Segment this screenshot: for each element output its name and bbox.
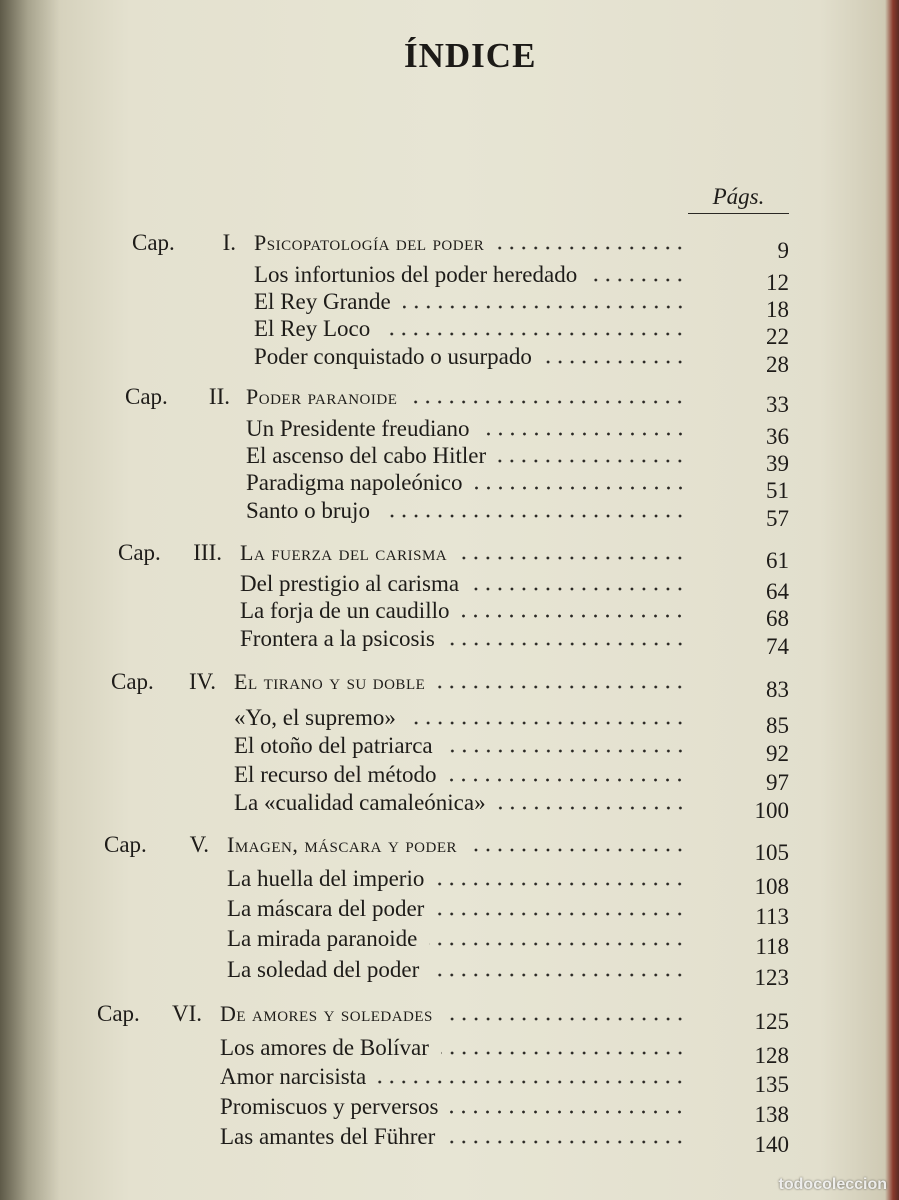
- chapter-heading-title: El tirano y su doble: [234, 669, 426, 694]
- chapter-heading-entry: [246, 384, 686, 414]
- dot-leader: [447, 642, 686, 646]
- dot-leader: [408, 721, 686, 725]
- dot-leader: [431, 973, 686, 977]
- chapter-numeral: IV.: [188, 669, 216, 694]
- chapter-label: Cap.: [118, 540, 161, 565]
- section-page-number: 22: [766, 324, 789, 349]
- chapter-heading-title: La fuerza del carisma: [240, 540, 448, 565]
- section-title: El otoño del patriarca: [234, 733, 433, 758]
- section-page-number: 123: [754, 965, 789, 990]
- section-entry: [246, 498, 686, 528]
- section-page-number: 18: [766, 297, 789, 322]
- section-title: Paradigma napoleónico: [246, 470, 463, 495]
- chapter-heading-title: Psicopatología del poder: [254, 230, 485, 255]
- section-entry: [234, 762, 686, 792]
- section-title: Frontera a la psicosis: [240, 626, 435, 651]
- dot-leader: [450, 1110, 686, 1114]
- dot-leader: [445, 1017, 686, 1021]
- section-entry: [246, 470, 686, 500]
- section-entry: [254, 289, 686, 319]
- chapter-numeral: VI.: [171, 1001, 202, 1026]
- chapter-numeral: III.: [193, 540, 222, 565]
- section-title: La «cualidad camaleónica»: [234, 790, 486, 815]
- dot-leader: [382, 332, 686, 336]
- dot-leader: [436, 912, 686, 916]
- section-page-number: 108: [754, 874, 789, 899]
- section-title: Del prestigio al carisma: [240, 571, 460, 596]
- section-title: Los infortunios del poder heredado: [254, 262, 578, 287]
- dot-leader: [471, 587, 686, 591]
- section-page-number: 74: [766, 634, 789, 659]
- section-page-number: 51: [766, 478, 789, 503]
- section-page-number: 39: [766, 451, 789, 476]
- chapter-numeral: V.: [189, 832, 209, 857]
- chapter-label: Cap.: [104, 832, 147, 857]
- dot-leader: [409, 400, 686, 404]
- section-title: La forja de un caudillo: [240, 598, 450, 623]
- section-entry: [240, 598, 686, 628]
- chapter-numeral: I.: [222, 230, 236, 255]
- section-entry: [220, 1094, 686, 1124]
- section-page-number: 28: [766, 352, 789, 377]
- section-entry: [254, 262, 686, 292]
- chapter-heading-page-number: 9: [777, 238, 789, 263]
- section-entry: [234, 790, 686, 820]
- dot-leader: [437, 685, 686, 689]
- section-entry: [220, 1035, 686, 1065]
- section-title: La soledad del poder: [227, 957, 420, 982]
- chapter-heading-entry: [254, 230, 686, 260]
- dot-leader: [403, 305, 686, 309]
- dot-leader: [475, 486, 686, 490]
- section-title: El recurso del método: [234, 762, 437, 787]
- dot-leader: [498, 459, 686, 463]
- dot-leader: [461, 614, 686, 618]
- section-page-number: 135: [754, 1072, 789, 1097]
- chapter-heading-entry: [220, 1001, 686, 1031]
- chapter-label: Cap.: [125, 384, 168, 409]
- section-entry: [234, 733, 686, 763]
- section-title: Las amantes del Führer: [220, 1124, 436, 1149]
- section-entry: [234, 705, 686, 735]
- dot-leader: [482, 432, 686, 436]
- section-title: Poder conquistado o usurpado: [254, 344, 532, 369]
- dot-leader: [436, 882, 686, 886]
- section-page-number: 57: [766, 506, 789, 531]
- section-title: El Rey Loco: [254, 316, 371, 341]
- dot-leader: [459, 556, 686, 560]
- section-page-number: 12: [766, 270, 789, 295]
- section-entry: [227, 926, 686, 956]
- chapter-heading-page-number: 33: [766, 392, 789, 417]
- chapter-label: Cap.: [97, 1001, 140, 1026]
- section-title: Los amores de Bolívar: [220, 1035, 429, 1060]
- chapter-label: Cap.: [132, 230, 175, 255]
- chapter-heading-title: De amores y soledades: [220, 1001, 433, 1026]
- dot-leader: [447, 1140, 686, 1144]
- section-title: Promiscuos y perversos: [220, 1094, 439, 1119]
- section-page-number: 92: [766, 741, 789, 766]
- chapter-heading-title: Poder paranoide: [246, 384, 398, 409]
- dot-leader: [496, 246, 686, 250]
- section-page-number: 64: [766, 579, 789, 604]
- section-page-number: 97: [766, 770, 789, 795]
- section-page-number: 118: [755, 934, 789, 959]
- section-page-number: 113: [755, 904, 789, 929]
- chapter-heading-title: Imagen, máscara y poder: [227, 832, 458, 857]
- dot-leader: [429, 942, 686, 946]
- section-page-number: 138: [754, 1102, 789, 1127]
- dot-leader: [498, 806, 686, 810]
- section-entry: [220, 1064, 686, 1094]
- dot-leader: [448, 778, 686, 782]
- section-title: El Rey Grande: [254, 289, 391, 314]
- chapter-heading-page-number: 105: [754, 840, 789, 865]
- dot-leader: [441, 1051, 686, 1055]
- section-entry: [246, 416, 686, 446]
- dot-leader: [469, 848, 686, 852]
- section-title: «Yo, el supremo»: [234, 705, 396, 730]
- section-page-number: 128: [754, 1043, 789, 1068]
- section-entry: [240, 626, 686, 656]
- section-page-number: 85: [766, 713, 789, 738]
- chapter-numeral: II.: [208, 384, 230, 409]
- section-entry: [227, 957, 686, 987]
- section-title: La mirada paranoide: [227, 926, 418, 951]
- section-entry: [220, 1124, 686, 1154]
- section-entry: [227, 896, 686, 926]
- section-title: Santo o brujo: [246, 498, 370, 523]
- chapter-heading-page-number: 61: [766, 548, 789, 573]
- watermark: todocoleccion: [778, 1176, 887, 1193]
- chapter-heading-entry: [240, 540, 686, 570]
- chapter-heading-entry: [227, 832, 686, 862]
- dot-leader: [382, 514, 686, 518]
- section-entry: [227, 866, 686, 896]
- section-entry: [240, 571, 686, 601]
- chapter-heading-page-number: 125: [754, 1009, 789, 1034]
- page-title: ÍNDICE: [404, 36, 537, 75]
- chapter-heading-page-number: 83: [766, 677, 789, 702]
- section-page-number: 36: [766, 424, 789, 449]
- dot-leader: [378, 1080, 686, 1084]
- dot-leader: [544, 360, 686, 364]
- pages-column-header: Págs.: [688, 184, 789, 214]
- section-title: La máscara del poder: [227, 896, 425, 921]
- section-page-number: 140: [754, 1132, 789, 1157]
- section-title: El ascenso del cabo Hitler: [246, 443, 487, 468]
- dot-leader: [589, 278, 686, 282]
- section-entry: [246, 443, 686, 473]
- dot-leader: [445, 749, 686, 753]
- section-entry: [254, 316, 686, 346]
- section-page-number: 100: [754, 798, 789, 823]
- section-title: Un Presidente freudiano: [246, 416, 470, 441]
- chapter-label: Cap.: [111, 669, 154, 694]
- section-entry: [254, 344, 686, 374]
- chapter-heading-entry: [234, 669, 686, 699]
- section-page-number: 68: [766, 606, 789, 631]
- section-title: Amor narcisista: [220, 1064, 367, 1089]
- section-title: La huella del imperio: [227, 866, 425, 891]
